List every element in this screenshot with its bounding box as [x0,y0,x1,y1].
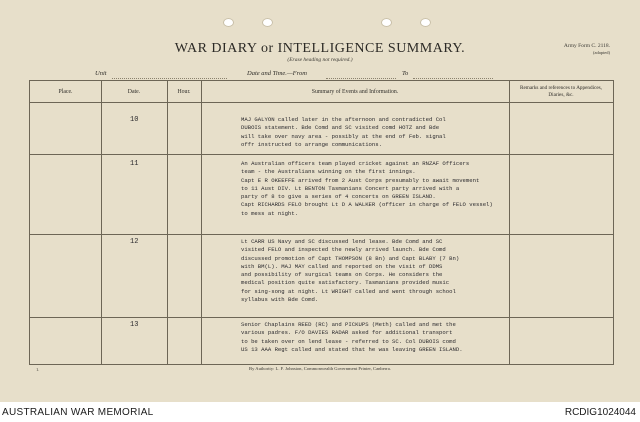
page-number: 1. [36,367,40,372]
column-header-remarks: Remarks and references to Appendices, Diaries, &c. [520,85,602,98]
row-divider [30,317,613,318]
entry-line: Capt E R OKEEFFE arrived from 2 Aust Corps presumably to await movement [241,176,480,184]
diary-entry-11 [241,160,496,218]
column-divider [509,81,510,364]
entry-line: medical position quite satisfactory. Tasmanians provided music [241,279,450,287]
entry-line: Senior Chaplains REED (RC) and PICKUPS (Meth) called and met the [241,321,456,328]
entry-line: DUBOIS statement. Bde Comd and SC visited comd HOTZ and Bde [241,124,440,132]
punch-hole-left [223,18,234,27]
punch-hole-middle [262,18,273,27]
column-header-date: Date. [127,89,141,95]
entry-line: to 11 Aust DIV. Lt BENTON Tasmanians Concert party arrived with a [241,184,460,192]
row-divider [30,154,613,155]
entry-line: to be taken over on lend lease - referred to SC. Col DUBOIS comd [241,337,456,345]
column-divider [101,81,102,364]
entry-line: team - the Australians winning on the first innings. [241,168,416,176]
form-number-sub: (adapted) [593,50,610,55]
entry-line: MAJ GALYON called later in the afternoon and contradicted Col [241,116,446,123]
entry-line: to mess at night. [241,209,299,217]
entry-line: discussed promotion of Capt THOMPSON (8 Bn) and Capt BLABY (7 Bn) [241,254,460,262]
diary-entry-10 [241,116,496,149]
column-divider [201,81,202,364]
record-id: RCDIG1024044 [564,407,636,418]
institution-name: AUSTRALIAN WAR MEMORIAL [2,407,154,418]
punch-hole-right [420,18,431,27]
column-divider [167,81,168,364]
unit-label: Unit [95,70,107,77]
entry-date: 11 [130,160,139,168]
entry-line: An Australian officers team played cricket against an RNZAF Officers [241,160,470,167]
entry-line: will take over navy area - possibly at the end of Feb. signal [241,132,446,140]
entry-line: various padres. F/O DAVIES RADAR asked for additional transport [241,329,453,337]
punch-hole-middle-2 [381,18,392,27]
header-divider [30,102,613,103]
column-header-hour: Hour. [177,89,191,95]
entry-line: US 13 AAA Regt called and stated that he was leaving GREEN ISLAND. [241,345,463,353]
form-number-text: Army Form C. 2118. [563,43,610,49]
column-header-summary: Summary of Events and Information. [311,89,399,95]
form-number [564,43,610,55]
entry-line: for sing-song at night. Lt WRIGHT called and went through school [241,287,456,295]
diary-entry-13 [241,321,496,354]
to-dotted-line [413,78,493,79]
column-header-place: Place. [58,89,73,95]
entry-date: 12 [130,238,139,246]
from-dotted-line [326,78,396,79]
row-divider [30,234,613,235]
to-label: To [402,70,409,77]
entry-line: syllabus with Bde Comd. [241,296,319,304]
printer-note: By Authority: L. F. Johnston, Commonwealth Government Printer, Canberra. [249,366,391,371]
entry-line: party of 8 to give a series of 4 concerts on GREEN ISLAND. [241,193,436,201]
entry-line: offr instructed to arrange communications. [241,140,382,148]
entry-date: 10 [130,116,139,124]
page-title: WAR DIARY or INTELLIGENCE SUMMARY. [174,41,466,56]
date-time-label: Date and Time.—From [247,70,307,77]
entry-line: Lt CARR US Navy and SC discussed lend lease. Bde Comd and SC [241,238,443,245]
entry-line: and possibility of surgical teams on Corps. He considers the [241,271,443,279]
diary-entry-12 [241,238,496,304]
page-subtitle: (Erase heading not required.) [287,57,353,63]
entry-line: visited FELO and inspected the newly arrived launch. Bde Comd [241,246,446,254]
entry-line: with BM(L). MAJ MAY called and reported on the visit of DDMS [241,262,443,270]
archive-footer [0,402,640,422]
unit-dotted-line [112,78,227,79]
entry-date: 13 [130,321,139,329]
entry-line: Capt RICHARDS FELO brought Lt D A WALKER (officer in charge of FELO vessel) [241,201,493,209]
